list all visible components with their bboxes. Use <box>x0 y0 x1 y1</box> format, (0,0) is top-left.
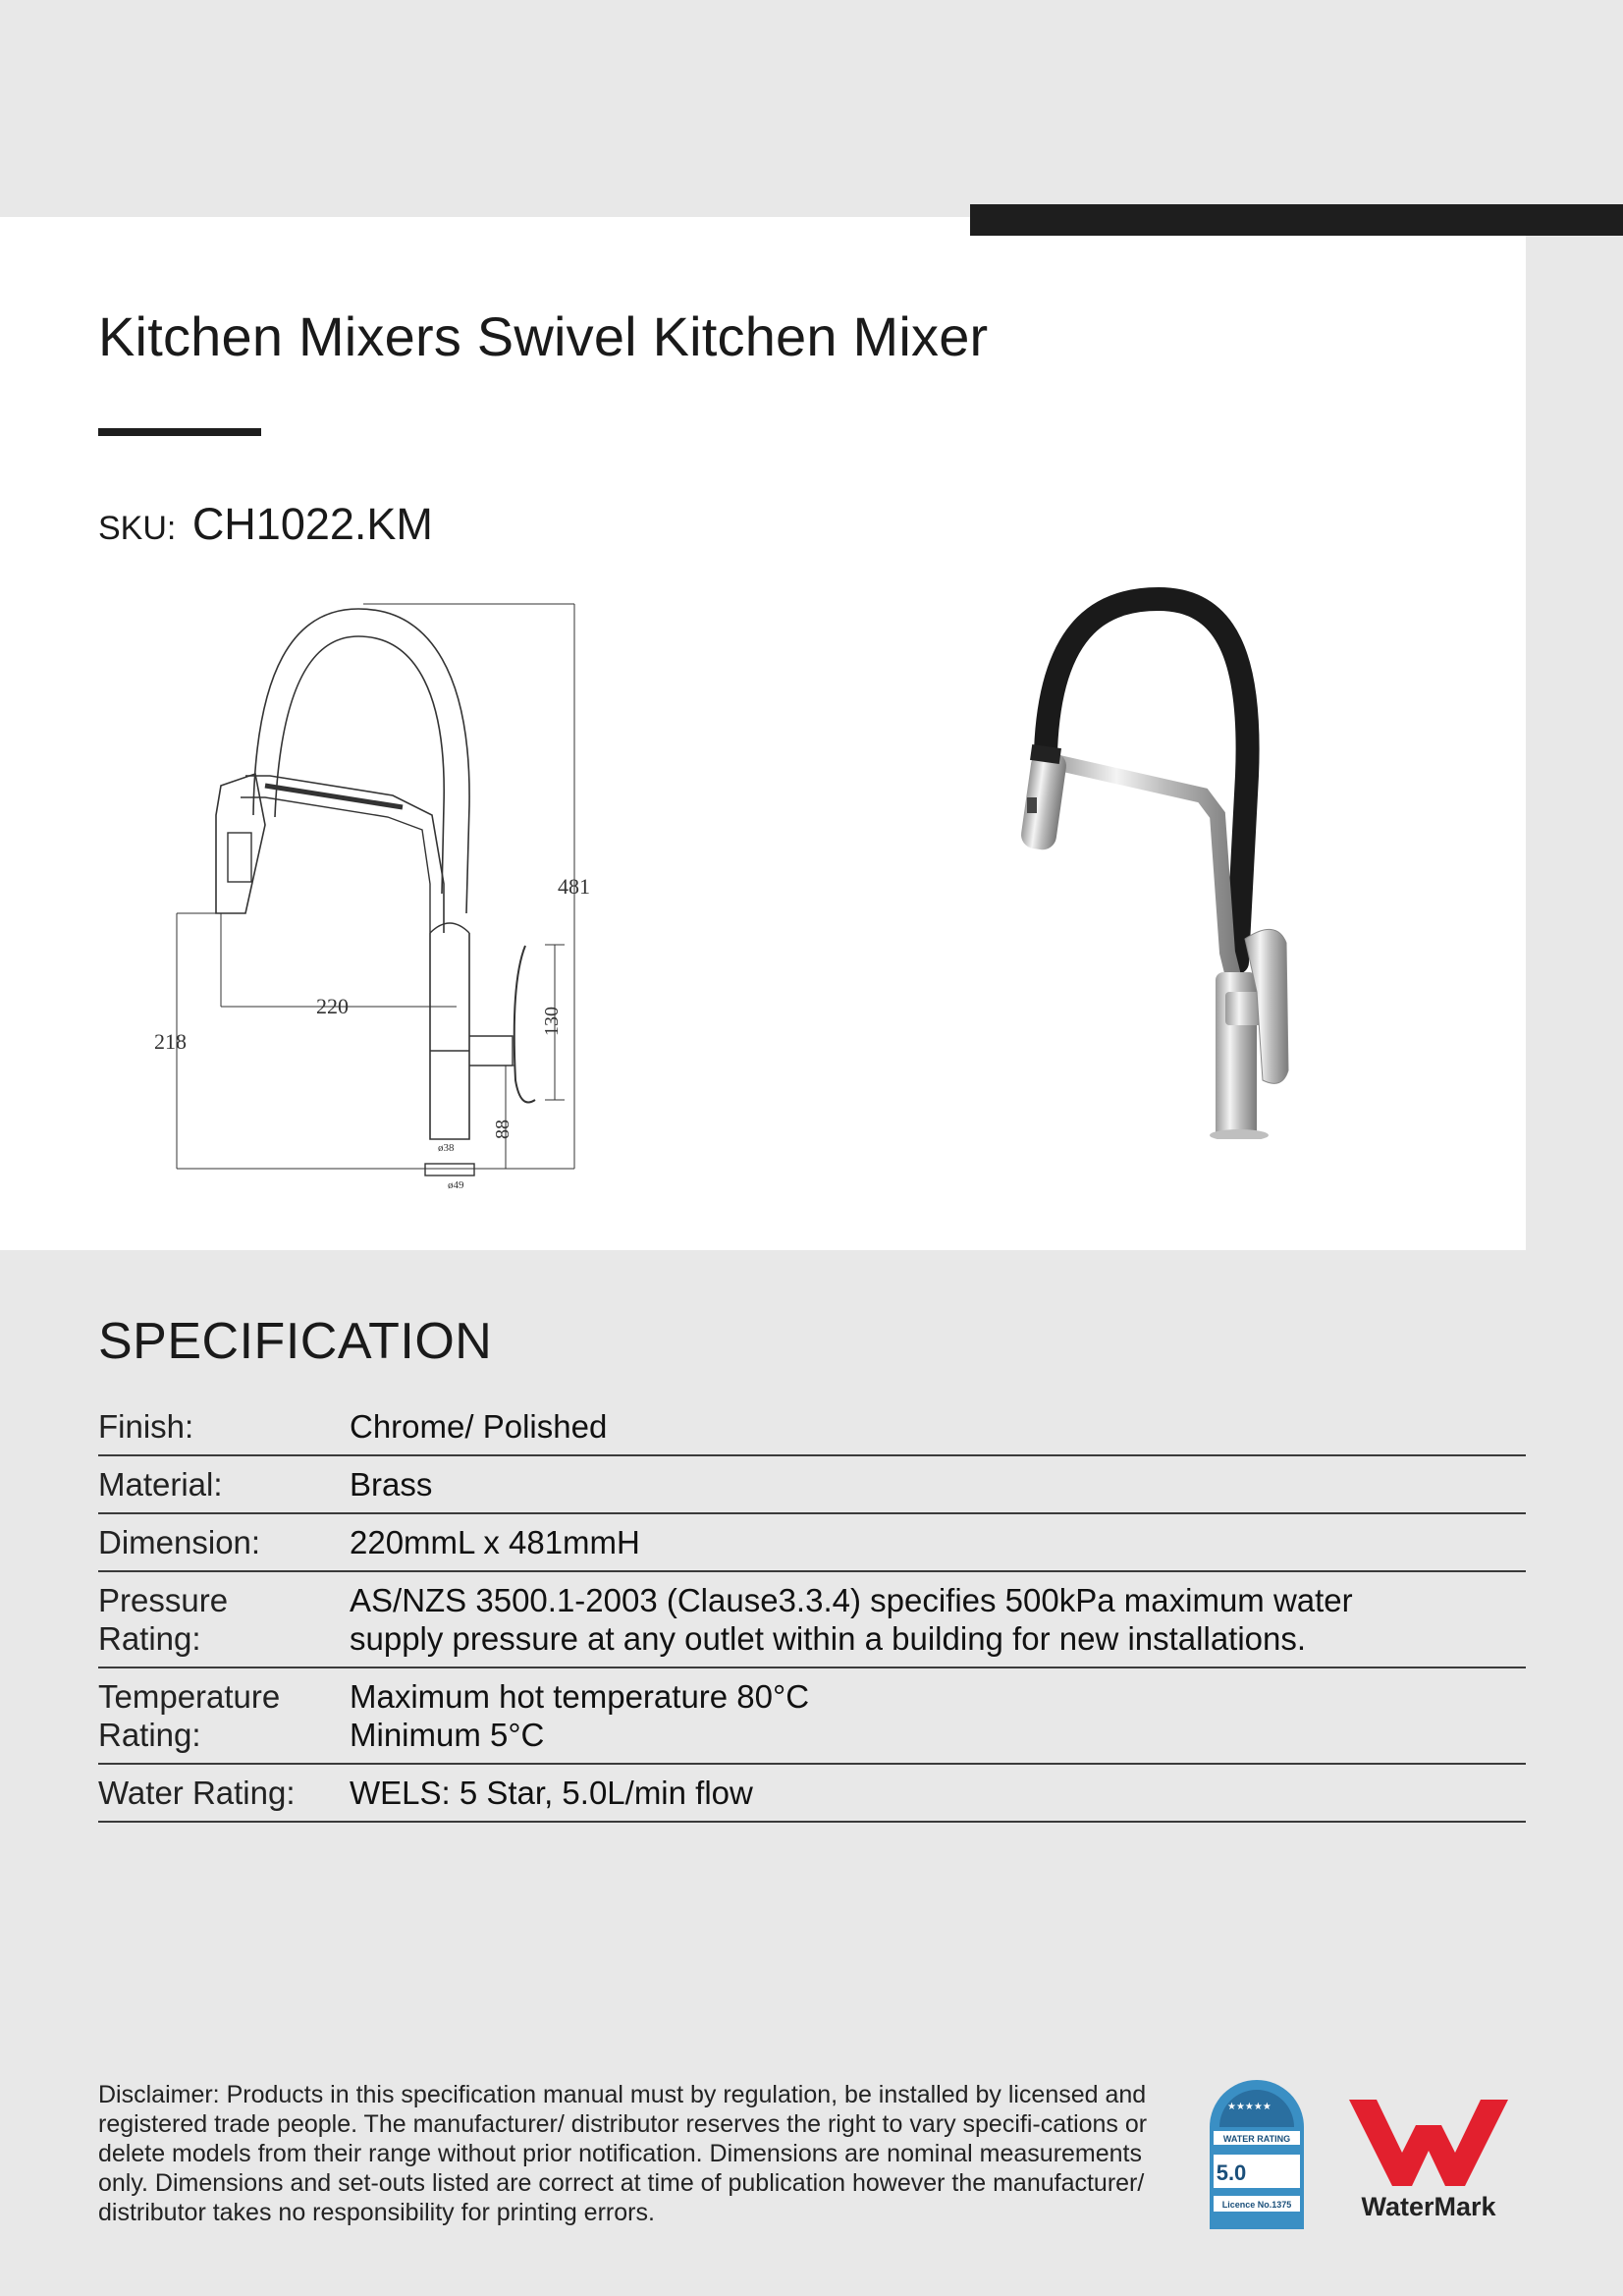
product-photo <box>992 579 1345 1139</box>
spec-label: Dimension: <box>98 1524 261 1560</box>
dim-base-top-label: ø38 <box>438 1142 455 1154</box>
spec-row-pressure-rating <box>98 1572 1526 1668</box>
sku-label: SKU: <box>98 510 177 547</box>
spec-label-line: Rating: <box>98 1620 201 1657</box>
dim-body-label: 88 <box>492 1120 514 1139</box>
spec-value-line: Chrome/ Polished <box>350 1408 608 1445</box>
spec-label: Finish: <box>98 1408 194 1445</box>
watermark-icon <box>1347 2096 1510 2190</box>
disclaimer-text: Disclaimer: Products in this specification manual must by regulation, be installed by licensed and registered trade people. The manufacturer/ distributor reserves the right to vary specifi-cations or delete models from their range without prior notification. Dimensions are nominal measurements only. Dimensions and set-outs listed are correct at time of publication however the manufacturer/ distributor takes no responsibility for printing errors. <box>98 2081 1148 2226</box>
spec-label: Material: <box>98 1466 223 1503</box>
sku-line <box>98 499 433 550</box>
title-underline <box>98 428 261 436</box>
page-title: Kitchen Mixers Swivel Kitchen Mixer <box>98 305 989 367</box>
spec-value <box>350 1774 753 1812</box>
spec-row-temperature-rating <box>98 1668 1526 1765</box>
dim-height-label: 481 <box>558 874 590 899</box>
spec-row-dimension <box>98 1514 1526 1572</box>
spec-value-line: supply pressure at any outlet within a building for new installations. <box>350 1620 1307 1657</box>
spec-row-water-rating <box>98 1765 1526 1823</box>
header-accent-bar <box>970 204 1623 236</box>
watermark-label: WaterMark <box>1361 2192 1496 2221</box>
spec-value-line: 220mmL x 481mmH <box>350 1524 640 1560</box>
dim-base-label: ø49 <box>448 1179 464 1191</box>
spec-label-line: Temperature <box>98 1678 281 1715</box>
spec-value <box>350 1523 640 1561</box>
wels-rating-label <box>1210 2080 1304 2229</box>
wels-heading: WATER RATING <box>1222 2134 1291 2144</box>
spec-value <box>350 1407 607 1446</box>
sku-value: CH1022.KM <box>191 499 433 549</box>
spec-row-finish <box>98 1398 1526 1456</box>
spec-value <box>350 1465 432 1503</box>
spec-value-line: Brass <box>350 1466 433 1503</box>
spec-value <box>350 1581 1353 1658</box>
spec-label: Water Rating: <box>98 1775 296 1811</box>
wels-licence: Licence No.1375 <box>1221 2200 1292 2210</box>
watermark-logo <box>1347 2096 1510 2223</box>
specification-table <box>98 1398 1526 1823</box>
spec-value <box>350 1677 809 1754</box>
spec-value-line: AS/NZS 3500.1-2003 (Clause3.3.4) specifies 500kPa maximum water <box>350 1582 1353 1618</box>
wels-stars-icon: ★★★★★ <box>1227 2102 1271 2112</box>
specification-heading: SPECIFICATION <box>98 1313 493 1370</box>
dim-spout-height-label: 218 <box>154 1029 187 1054</box>
wels-value: 5.0 <box>1216 2160 1247 2185</box>
spec-value-line: Maximum hot temperature 80°C <box>350 1678 810 1715</box>
spec-value-line: WELS: 5 Star, 5.0L/min flow <box>350 1775 753 1811</box>
spec-label-line: Rating: <box>98 1717 201 1753</box>
spec-label <box>98 1581 350 1658</box>
dim-handle-label: 130 <box>541 1007 563 1036</box>
spec-value-line: Minimum 5°C <box>350 1717 545 1753</box>
dim-reach-label: 220 <box>316 994 349 1018</box>
spec-label <box>98 1677 350 1754</box>
spec-row-material <box>98 1456 1526 1514</box>
spec-label-line: Pressure <box>98 1582 229 1618</box>
technical-drawing <box>137 589 609 1198</box>
